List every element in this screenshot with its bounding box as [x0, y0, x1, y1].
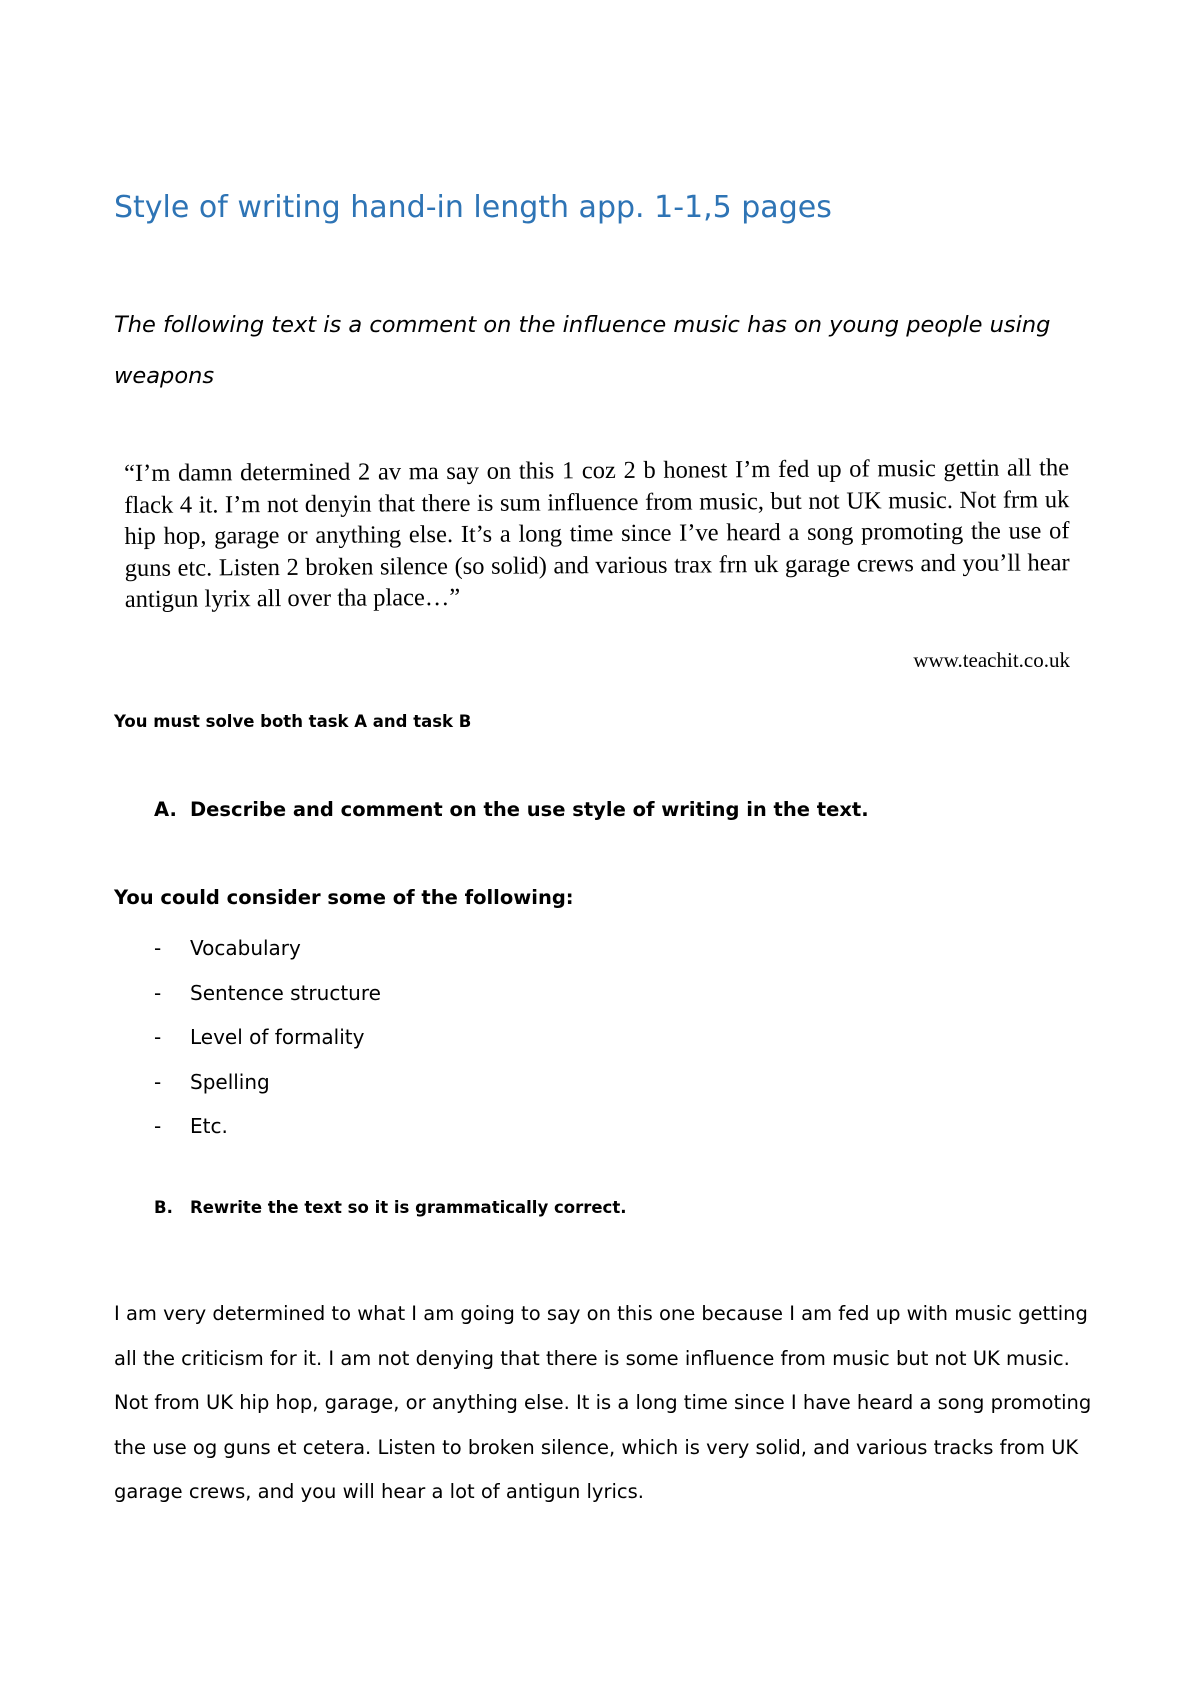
list-dash: -	[154, 1025, 162, 1049]
list-item-label: Vocabulary	[190, 936, 301, 960]
consider-list	[154, 926, 381, 1149]
list-item	[154, 971, 381, 1016]
quote-source: www.teachit.co.uk	[913, 648, 1070, 672]
task-b	[154, 1198, 626, 1217]
list-item-label: Etc.	[190, 1114, 228, 1138]
list-item	[154, 926, 381, 971]
task-b-marker: B.	[154, 1198, 173, 1217]
task-a-text: Describe and comment on the use style of writing in the text.	[190, 798, 869, 821]
task-a-marker: A.	[154, 798, 177, 821]
list-dash: -	[154, 1069, 162, 1094]
list-dash: -	[154, 936, 162, 960]
list-item-label: Sentence structure	[190, 980, 381, 1005]
list-item-label: Spelling	[190, 1069, 270, 1094]
list-dash: -	[154, 1114, 162, 1138]
task-a	[154, 798, 869, 821]
page-title: Style of writing hand-in length app. 1-1,5 pages	[114, 190, 832, 225]
intro-text: The following text is a comment on the influence music has on young people using weapons	[114, 312, 1051, 389]
task-instruction: You must solve both task A and task B	[114, 712, 472, 731]
list-dash: -	[154, 980, 162, 1005]
consider-heading: You could consider some of the following:	[114, 886, 574, 909]
rewritten-answer: I am very determined to what I am going to say on this one because I am fed up with music getting all the criticism for it. I am not denying that there is some influence from music but not UK music. Not from UK hip hop, garage, or anything else. It is a long time since I have heard a song promoting the use og guns et cetera. Listen to broken silence, which is very solid, and various tracks from UK garage crews, and you will hear a lot of antigun lyrics.	[114, 1302, 1092, 1503]
quoted-comment: “I’m damn determined 2 av ma say on this 1 coz 2 b honest I’m fed up of music gettin all the flack 4 it. I’m not denyin that there is sum influence from music, but not UK music. Not frm uk hip hop, garage or anything else. It’s a long time since I’ve heard a song promoting the use of guns etc. Listen 2 broken silence (so solid) and various trax frn uk garage crews and you’ll hear antigun lyrix all over tha place…”	[124, 454, 1070, 613]
list-item-label: Level of formality	[190, 1025, 365, 1049]
list-item	[154, 1015, 381, 1060]
list-item	[154, 1060, 381, 1105]
task-b-text: Rewrite the text so it is grammatically correct.	[190, 1198, 627, 1217]
list-item	[154, 1104, 381, 1149]
